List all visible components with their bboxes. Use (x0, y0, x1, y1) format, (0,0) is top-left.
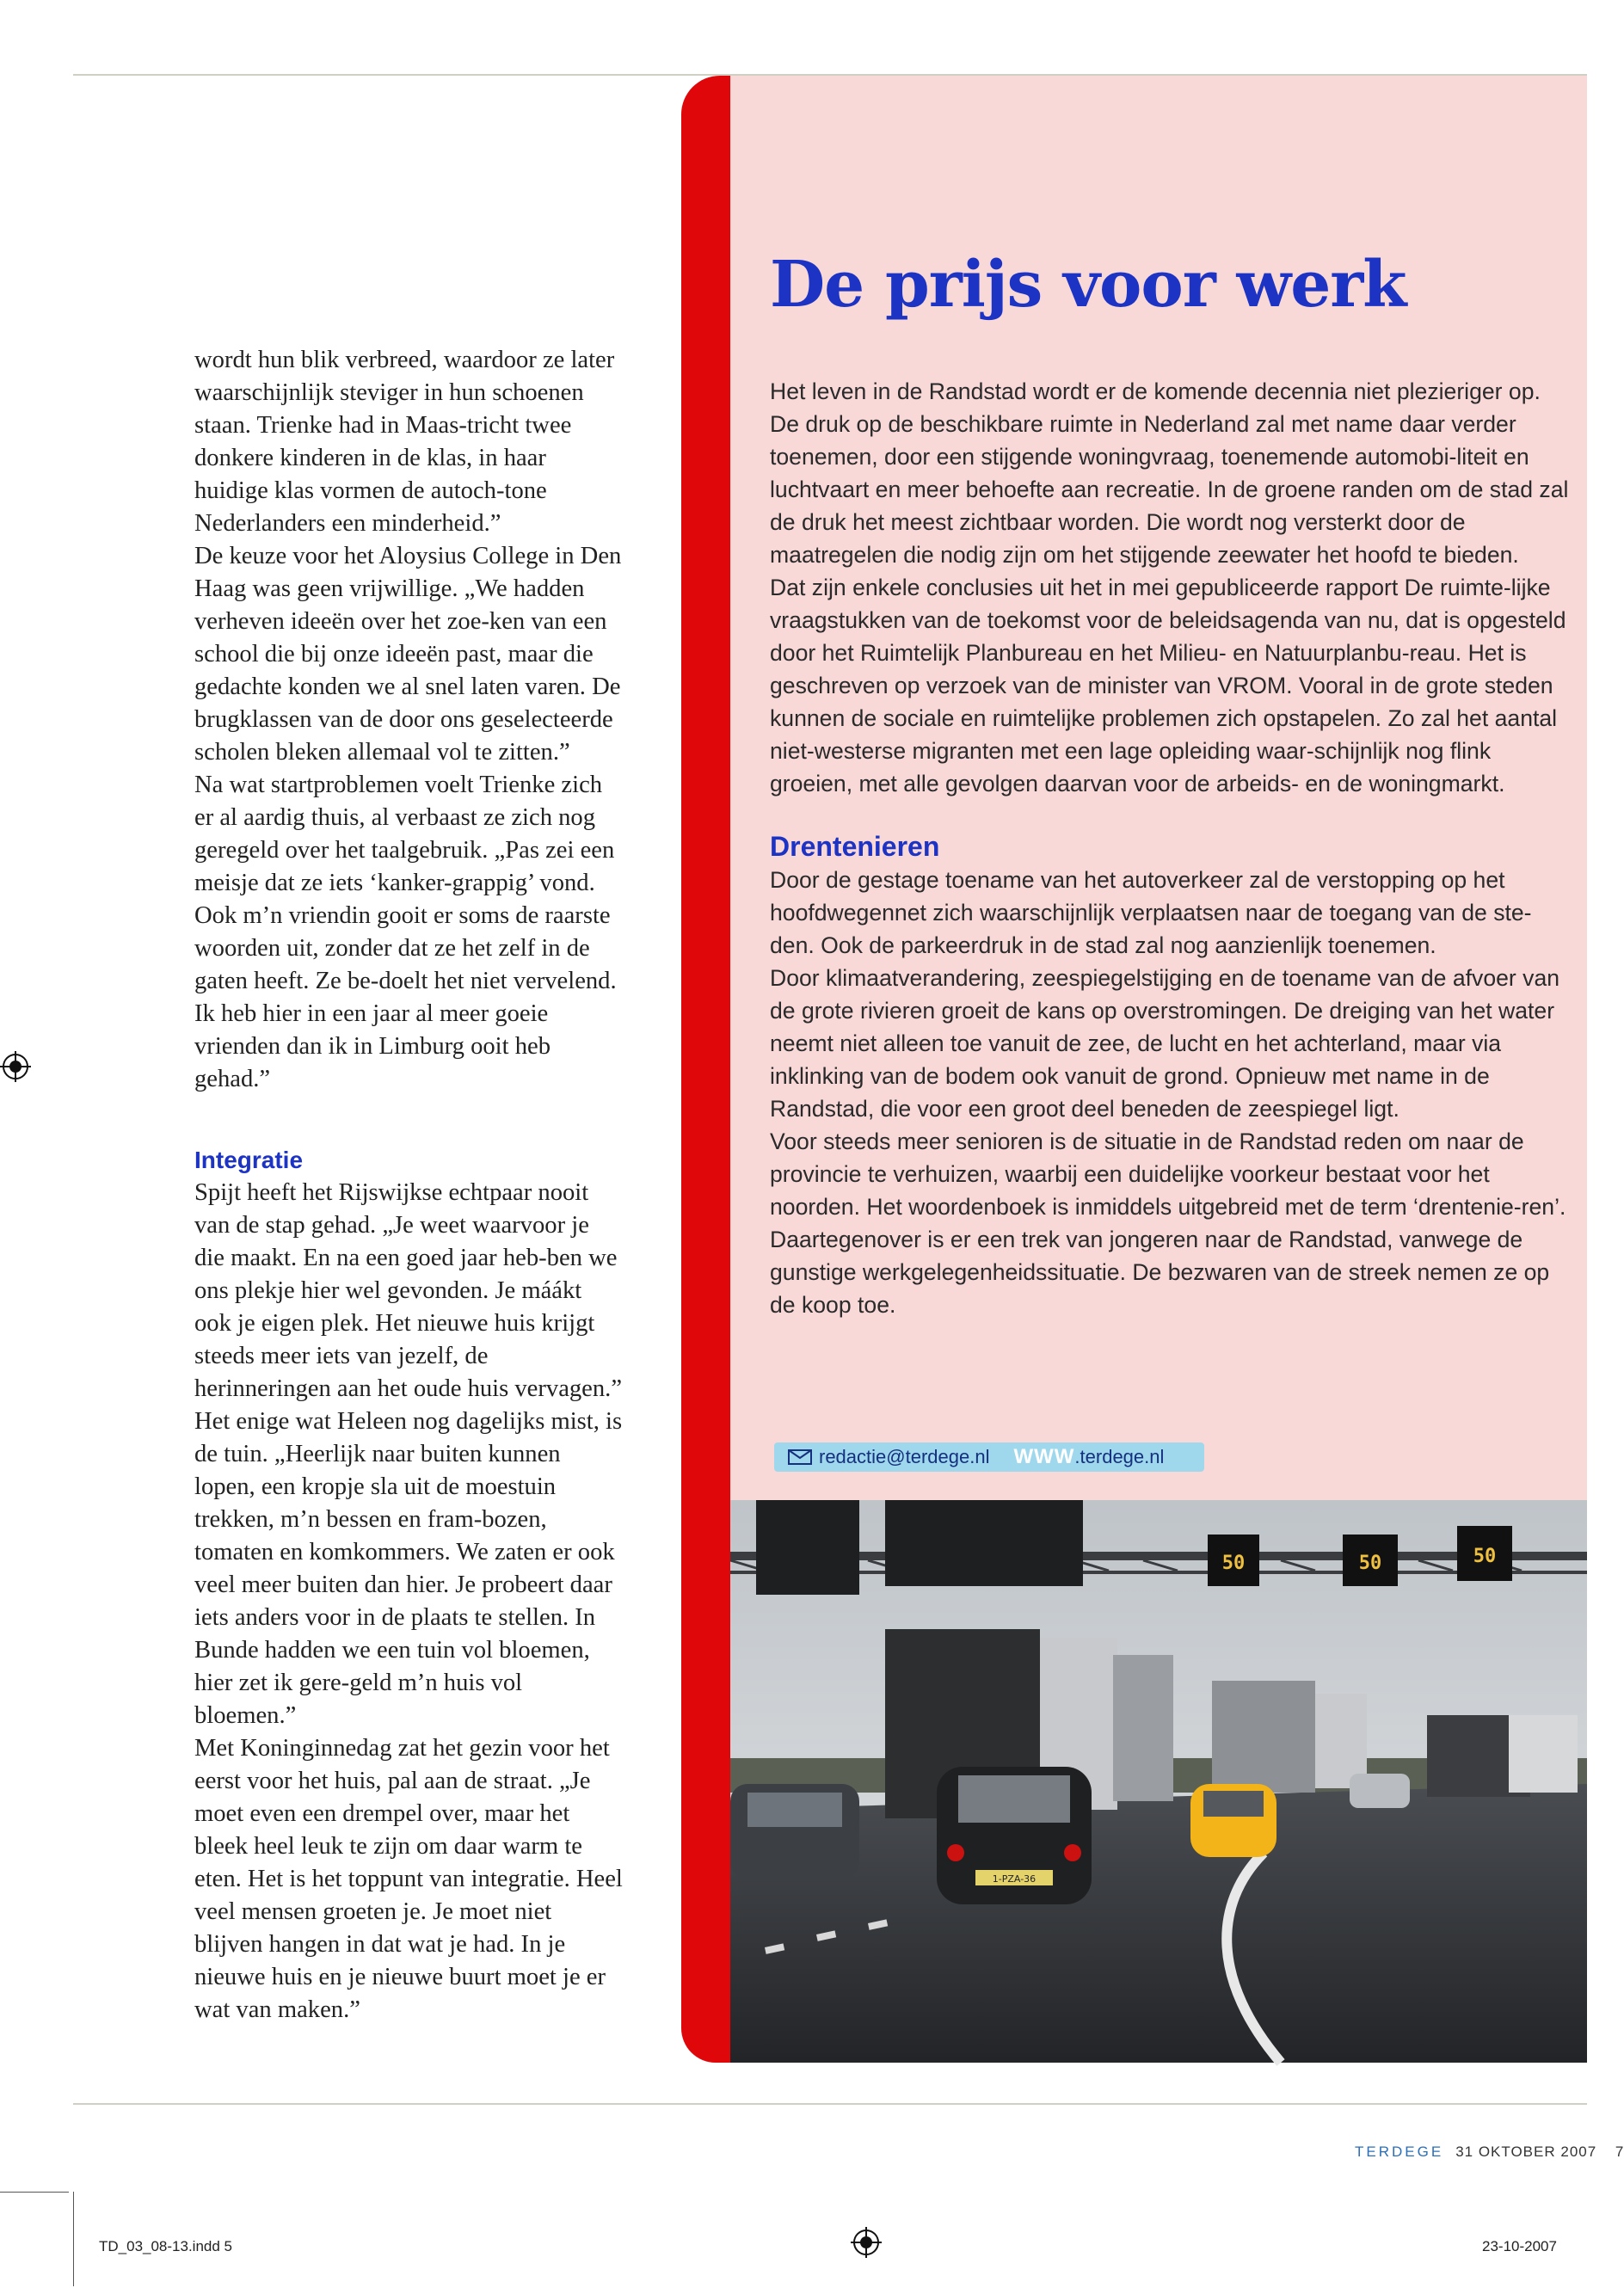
license-plate: 1-PZA-36 (992, 1873, 1037, 1885)
article-paragraph: Spijt heeft het Rijswijkse echtpaar nooit van de stap gehad. „Je weet waarvoor je die maakt. En na een goed jaar heb-ben we ons plekje hier wel gevonden. Je máákt ook je eigen plek. Het nieuwe huis krijgt steeds meer iets van jezelf, de herinneringen aan het oude huis vervagen.” (194, 1179, 623, 1402)
contact-strip (774, 1442, 1204, 1472)
crop-mark-vertical (73, 2192, 74, 2286)
traffic-photo (730, 1500, 1587, 2063)
speed-sign-2: 50 (1358, 1553, 1382, 1574)
registration-mark-icon (0, 1051, 31, 1082)
issue-date: 31 OKTOBER 2007 (1455, 2143, 1597, 2160)
sidebar-paragraph: Dat zijn enkele conclusies uit het in mei gepubliceerde rapport De ruimte-lijke vraagstukken van de toekomst voor de beleidsagenda van nu, dat is opgesteld door het Ruimtelijk Planbureau en het Milieu- en Natuurplanbu-reau. Het is geschreven op verzoek van de minister van VROM. Vooral in de grote steden kunnen de sociale en ruimtelijke problemen zich opstapelen. Zo zal het aantal niet-westerse migranten met een lage opleiding waar-schijnlijk nog flink groeien, met alle gevolgen daarvan voor de arbeids- en de woningmarkt. (770, 575, 1566, 796)
sidebar-paragraph: Het leven in de Randstad wordt er de komende decennia niet plezieriger op. De druk op de beschikbare ruimte in Nederland zal met name daar verder toenemen, door een stijgende woningvraag, toenemende automobi-liteit en luchtvaart en meer behoefte aan recreatie. In de groene randen om de stad zal de druk het meest zichtbaar worden. Die wordt nog versterkt door de maatregelen die nodig zijn om het stijgende zeewater het hoofd te bieden. (770, 378, 1569, 568)
sidebar-body (770, 375, 1570, 1321)
print-timestamp: 23-10-2007 (1482, 2238, 1557, 2254)
www-prefix: WWW (1013, 1445, 1075, 1468)
sidebar-paragraph: Door de gestage toename van het autoverkeer zal de verstopping op het hoofdwegennet zich waarschijnlijk verplaatsen naar de toegang van de ste-den. Ook de parkeerdruk in de stad zal nog aanzienlijk toenemen. (770, 867, 1532, 958)
article-paragraph: Met Koninginnedag zat het gezin voor het eerst voor het huis, pal aan de straat. „Je moet even een drempel over, maar het bleek heel leuk te zijn om daar warm te eten. Het is het toppunt van integratie. Heel veel mensen groeten je. Je moet niet blijven hangen in dat wat je had. In je nieuwe huis en je nieuwe buurt moet je er wat van maken.” (194, 1735, 623, 2023)
page-number: 7 (1615, 2143, 1624, 2160)
bottom-rule (73, 2103, 1587, 2105)
crop-mark-horizontal (0, 2192, 69, 2193)
registration-mark-icon (851, 2227, 882, 2258)
magazine-name: TERDEGE (1355, 2143, 1444, 2160)
article-paragraph: De keuze voor het Aloysius College in Den Haag was geen vrijwillige. „We hadden verheven ideeën over het zoe-ken van een school die bij onze ideeën past, maar die gedachte konden we al snel laten varen. De brugklassen van de door ons geselecteerde scholen bleken allemaal vol te zitten.” (194, 543, 622, 766)
website-domain: .terdege.nl (1074, 1446, 1165, 1467)
mail-icon (788, 1449, 812, 1465)
sidebar-title: De prijs voor werk (770, 248, 1406, 322)
article-paragraph: wordt hun blik verbreed, waardoor ze later waarschijnlijk steviger in hun schoenen staan. Trienke had in Maas-tricht twee donkere kinderen in de klas, in haar huidige klas vormen de autoch-tone Nederlanders een minderheid.” (194, 347, 615, 537)
page-footer (1355, 2143, 1624, 2161)
article-paragraph: Na wat startproblemen voelt Trienke zich er al aardig thuis, al verbaast ze zich nog geregeld over het taalgebruik. „Pas zei een meisje dat ze iets ‘kanker-grappig’ vond. Ook m’n vriendin gooit er soms de raarste woorden uit, zonder dat ze het zelf in de gaten heeft. Ze be-doelt het niet vervelend. Ik heb hier in een jaar al meer goeie vrienden dan ik in Limburg ooit heb gehad.” (194, 772, 617, 1092)
section-heading: Integratie (194, 1147, 304, 1173)
sidebar-subheading: Drentenieren (770, 831, 940, 862)
sidebar-paragraph: Voor steeds meer senioren is de situatie in de Randstad reden om naar de provincie te verhuizen, waarbij een duidelijke voorkeur bestaat voor het noorden. Het woordenboek is inmiddels uitgebreid met de term ‘drentenie-ren’. Daartegenover is er een trek van jongeren naar de Randstad, vanwege de gunstige werkgelegenheidssituatie. De bezwaren van de streek nemen ze op de koop toe. (770, 1129, 1566, 1318)
article-paragraph: Het enige wat Heleen nog dagelijks mist, is de tuin. „Heerlijk naar buiten kunnen lopen, een kropje sla uit de moestuin trekken, m’n bessen en fram-bozen, tomaten en komkommers. We zaten er ook veel meer buiten dan hier. Je probeert daar iets anders voor in de plaats te stellen. In Bunde hadden we een tuin vol bloemen, hier zet ik gere-geld m’n huis vol bloemen.” (194, 1408, 623, 1729)
speed-sign-3: 50 (1473, 1546, 1497, 1567)
email-link[interactable]: redactie@terdege.nl (819, 1446, 990, 1467)
sidebar-paragraph: Door klimaatverandering, zeespiegelstijging en de toename van de afvoer van de grote rivieren groeit de kans op overstromingen. De dreiging van het water neemt niet alleen toe vanuit de zee, de lucht en het achterland, maar via inklinking van de bodem ook vanuit de grond. Opnieuw met name in de Randstad, die voor een groot deel beneden de zeespiegel ligt. (770, 965, 1560, 1122)
article-column (194, 344, 624, 2027)
file-slug: TD_03_08-13.indd 5 (99, 2238, 233, 2254)
red-accent-bar (681, 76, 730, 2063)
website-link[interactable] (989, 1445, 1164, 1469)
sidebar-box (681, 76, 1587, 2063)
speed-sign-1: 50 (1221, 1553, 1246, 1574)
